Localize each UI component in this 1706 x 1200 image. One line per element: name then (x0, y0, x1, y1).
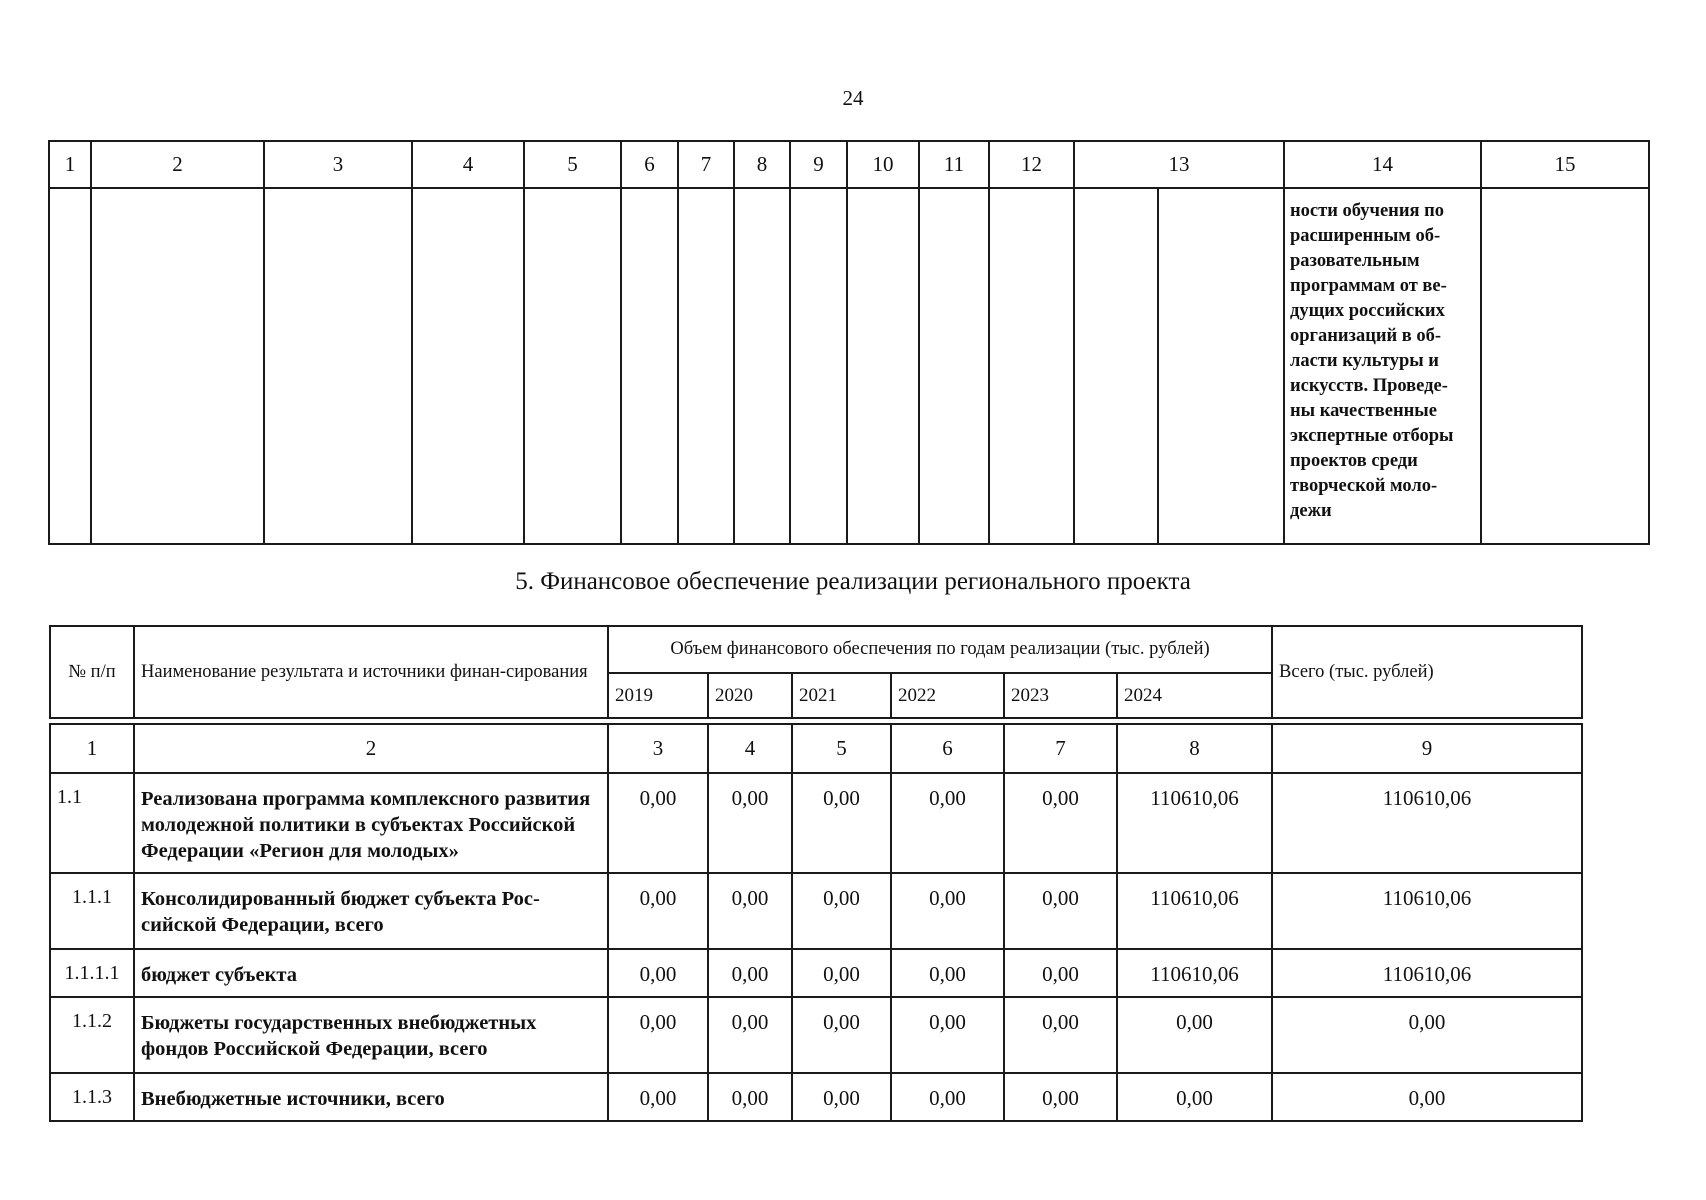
row-value: 0,00 (891, 873, 1004, 949)
row-value: 0,00 (792, 773, 891, 873)
row-value: 0,00 (891, 1073, 1004, 1121)
table-row (50, 949, 1582, 997)
header-year: 2020 (708, 673, 792, 718)
row-value: 110610,06 (1117, 773, 1272, 873)
page-number: 24 (842, 86, 864, 110)
header-no: № п/п (50, 626, 134, 718)
table-row (50, 873, 1582, 949)
header-name: Наименование результата и источники финан-сирования (134, 626, 608, 718)
table-row (50, 997, 1582, 1073)
column-number-row (50, 724, 1582, 773)
row-value: 0,00 (1004, 949, 1117, 997)
col-num: 1 (49, 141, 91, 188)
col-num: 8 (1117, 724, 1272, 773)
row-value: 0,00 (608, 773, 708, 873)
empty-cell (264, 188, 412, 544)
col-num: 11 (919, 141, 989, 188)
header-year: 2024 (1117, 673, 1272, 718)
row-total: 0,00 (1272, 1073, 1582, 1121)
col-num: 6 (891, 724, 1004, 773)
col-num: 4 (412, 141, 524, 188)
row-value: 0,00 (708, 949, 792, 997)
empty-cell (412, 188, 524, 544)
row-value: 0,00 (891, 997, 1004, 1073)
col-num: 14 (1284, 141, 1481, 188)
row-value: 0,00 (891, 773, 1004, 873)
col-num: 3 (264, 141, 412, 188)
row-value: 0,00 (1004, 1073, 1117, 1121)
row-value: 0,00 (1004, 873, 1117, 949)
header-year: 2021 (792, 673, 891, 718)
row-value: 0,00 (708, 773, 792, 873)
row-code: 1.1.1 (50, 873, 134, 949)
row-value: 0,00 (1004, 997, 1117, 1073)
empty-cell (734, 188, 790, 544)
row-value: 110610,06 (1117, 949, 1272, 997)
col-num: 6 (621, 141, 678, 188)
row-name: Реализована программа комплексного развития молодежной политики в субъектах Российской Федерации «Регион для молодых» (134, 773, 608, 873)
empty-cell (790, 188, 847, 544)
row-value: 0,00 (792, 997, 891, 1073)
row-value: 0,00 (708, 997, 792, 1073)
col14-text: ности обучения по расширенным об-разовательным программам от ве-дущих российских организаций в об-ласти культуры и искусств. Проведе-ны качественные экспертные отборы проектов среди творческой моло-дежи (1284, 188, 1481, 544)
row-name: Бюджеты государственных внебюджетных фондов Российской Федерации, всего (134, 997, 608, 1073)
empty-cell (1481, 188, 1649, 544)
row-code: 1.1.1.1 (50, 949, 134, 997)
row-value: 0,00 (891, 949, 1004, 997)
row-code: 1.1 (50, 773, 134, 873)
row-name: бюджет субъекта (134, 949, 608, 997)
column-number-row (49, 141, 1649, 188)
col-num: 8 (734, 141, 790, 188)
row-value: 0,00 (608, 949, 708, 997)
col-num: 4 (708, 724, 792, 773)
col-num: 1 (50, 724, 134, 773)
row-value: 0,00 (1117, 1073, 1272, 1121)
row-code: 1.1.3 (50, 1073, 134, 1121)
row-value: 0,00 (1117, 997, 1272, 1073)
empty-cell (524, 188, 621, 544)
header-year: 2022 (891, 673, 1004, 718)
row-value: 0,00 (708, 1073, 792, 1121)
table-row (50, 1073, 1582, 1121)
col-num: 3 (608, 724, 708, 773)
header-year: 2023 (1004, 673, 1117, 718)
continuation-table (48, 140, 1650, 545)
col-num: 9 (1272, 724, 1582, 773)
col-num: 5 (792, 724, 891, 773)
row-total: 110610,06 (1272, 873, 1582, 949)
row-code: 1.1.2 (50, 997, 134, 1073)
row-value: 110610,06 (1117, 873, 1272, 949)
col-num: 5 (524, 141, 621, 188)
section-title: 5. Финансовое обеспечение реализации регионального проекта (515, 568, 1191, 595)
row-total: 110610,06 (1272, 773, 1582, 873)
col-num: 9 (790, 141, 847, 188)
col-num: 13 (1074, 141, 1284, 188)
row-value: 0,00 (1004, 773, 1117, 873)
row-total: 0,00 (1272, 997, 1582, 1073)
empty-cell (621, 188, 678, 544)
table-row (50, 773, 1582, 873)
row-value: 0,00 (608, 1073, 708, 1121)
row-name: Консолидированный бюджет субъекта Рос-сийской Федерации, всего (134, 873, 608, 949)
col-num: 10 (847, 141, 919, 188)
col-num: 2 (134, 724, 608, 773)
row-name: Внебюджетные источники, всего (134, 1073, 608, 1121)
empty-cell (678, 188, 734, 544)
row-value: 0,00 (792, 949, 891, 997)
empty-cell (1074, 188, 1158, 544)
row-total: 110610,06 (1272, 949, 1582, 997)
col-num: 7 (1004, 724, 1117, 773)
col-num: 7 (678, 141, 734, 188)
header-years-group: Объем финансового обеспечения по годам реализации (тыс. рублей) (608, 626, 1272, 673)
empty-cell (919, 188, 989, 544)
empty-cell (91, 188, 264, 544)
col-num: 12 (989, 141, 1074, 188)
row-value: 0,00 (708, 873, 792, 949)
row-value: 0,00 (792, 1073, 891, 1121)
row-value: 0,00 (608, 997, 708, 1073)
row-value: 0,00 (792, 873, 891, 949)
header-total: Всего (тыс. рублей) (1272, 626, 1582, 718)
finance-table (49, 625, 1583, 1122)
empty-cell (847, 188, 919, 544)
empty-cell (49, 188, 91, 544)
row-value: 0,00 (608, 873, 708, 949)
continuation-row (49, 188, 1649, 544)
empty-cell (1158, 188, 1284, 544)
col-num: 15 (1481, 141, 1649, 188)
col-num: 2 (91, 141, 264, 188)
empty-cell (989, 188, 1074, 544)
header-year: 2019 (608, 673, 708, 718)
header-row (50, 626, 1582, 673)
